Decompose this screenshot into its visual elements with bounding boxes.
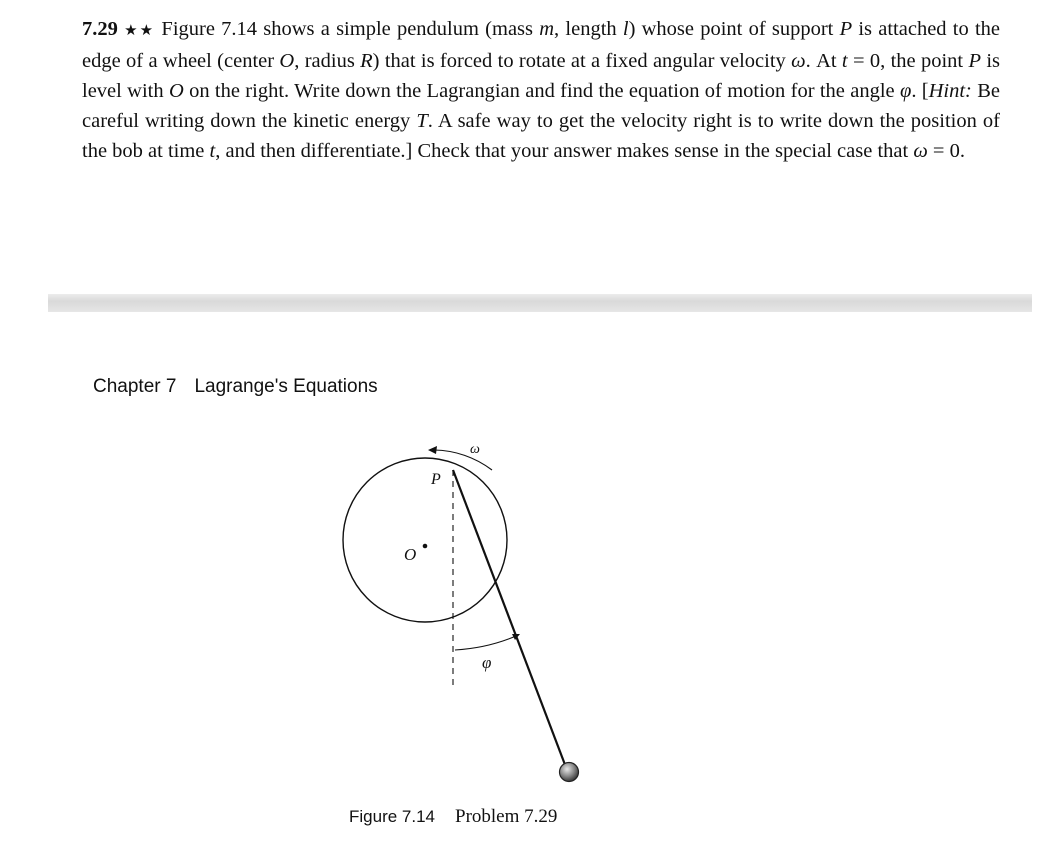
problem-text: , radius <box>294 50 361 72</box>
problem-text: ) that is forced to rotate at a fixed angular velocity <box>372 50 792 72</box>
figure-caption <box>349 806 557 828</box>
problem-text: = 0. <box>927 140 965 162</box>
problem-text: is level with <box>82 50 1000 102</box>
difficulty-stars: ★★ <box>124 23 156 39</box>
angle-arc <box>455 636 516 650</box>
problem-text: . At <box>805 50 842 72</box>
problem-text: ω <box>791 50 806 72</box>
point-p-label: P <box>431 471 441 488</box>
problem-text: Be careful writing down the kinetic energy <box>82 80 1000 132</box>
problem-text: . [ <box>911 80 929 102</box>
problem-text: P <box>839 18 853 40</box>
rotation-arrowhead <box>428 446 437 454</box>
omega-label: ω <box>470 442 480 457</box>
problem-text: = 0, the point <box>847 50 969 72</box>
problem-text: , and then differentiate.] Check that your answer makes sense in the special case that <box>215 140 914 162</box>
problem-text: on the right. Write down the Lagrangian and find the equation of motion for the angle <box>183 80 900 102</box>
problem-text: P <box>968 50 981 72</box>
problem-text: t <box>209 140 216 162</box>
pendulum-bob <box>560 763 579 782</box>
pendulum-figure <box>300 430 600 790</box>
problem-text: O <box>168 80 184 102</box>
chapter-title: Lagrange's Equations <box>194 376 378 397</box>
problem-text: . A safe way to get the velocity right is to write down the position of the bob at time <box>82 110 1000 162</box>
center-o-label: O <box>404 545 417 564</box>
problem-text: ) whose point of support <box>628 18 840 40</box>
problem-text: Hint: <box>928 80 972 102</box>
pendulum-rod <box>453 470 567 770</box>
problem-text: R <box>360 50 373 72</box>
center-dot <box>423 544 428 549</box>
figure-caption-title: Problem 7.29 <box>455 806 558 827</box>
problem-text: ω <box>913 140 928 162</box>
chapter-number: Chapter 7 <box>93 376 177 397</box>
angle-phi-label: φ <box>482 653 492 672</box>
page-divider <box>48 294 1032 312</box>
problem-text: T <box>416 110 428 132</box>
problem-statement <box>82 14 1000 166</box>
wheel-circle <box>343 458 507 622</box>
problem-text: Figure 7.14 shows a simple pendulum (mass <box>155 18 540 40</box>
problem-text: is attached to the edge of a wheel (center <box>82 18 1000 72</box>
problem-text: O <box>279 50 295 72</box>
problem-text: t <box>841 50 848 72</box>
problem-text: l <box>622 18 629 40</box>
problem-text: φ <box>899 80 912 102</box>
chapter-header <box>93 376 378 398</box>
problem-number: 7.29 <box>82 18 118 40</box>
problem-text: , length <box>554 18 623 40</box>
problem-text: m <box>539 18 555 40</box>
figure-caption-label: Figure 7.14 <box>349 807 435 826</box>
